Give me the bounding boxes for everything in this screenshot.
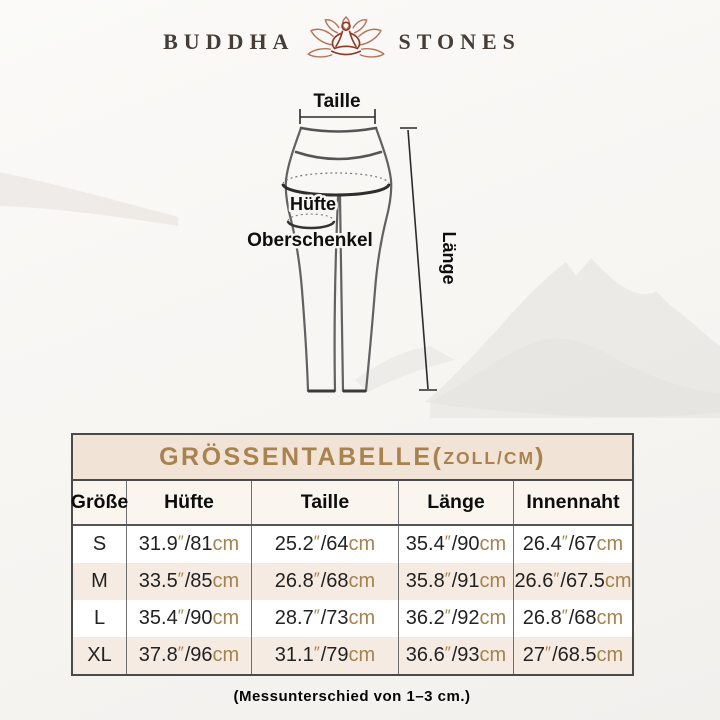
- hip-label: Hüfte: [290, 194, 336, 214]
- measurement-cell: 31.1 ″ /79 cm: [252, 637, 399, 674]
- brand-header: [0, 10, 720, 74]
- measurement-cell: 26.4 ″ /67 cm: [522, 531, 624, 555]
- table-title: GRÖSSENTABELLE ( ZOLL/CM ): [73, 435, 632, 481]
- table-header-row: [70, 481, 632, 526]
- length-measure-line: [400, 128, 437, 390]
- footnote: (Messunterschied von 1–3 cm.): [233, 688, 471, 705]
- col-header-size: Größe: [73, 481, 127, 524]
- measurement-cell: 33.5 ″ /85 cm: [127, 563, 252, 600]
- measurement-cell: 26.8 ″ /68 cm: [252, 563, 399, 600]
- measurement-diagram: [0, 85, 720, 415]
- leggings-outline: [286, 128, 392, 391]
- size-cell: M: [73, 563, 127, 600]
- measurement-cell: 26.6 ″ /67.5 cm: [514, 568, 632, 592]
- measurement-cell: 28.7 ″ /73 cm: [252, 600, 399, 637]
- measurement-cell: 35.8 ″ /91 cm: [399, 563, 514, 600]
- table-row-XL: [73, 637, 632, 674]
- brand-name-left: BUDDHA: [163, 29, 295, 54]
- thigh-ellipse: [288, 214, 334, 228]
- size-cell: S: [73, 526, 127, 563]
- brand-name-right: STONES: [398, 29, 521, 54]
- length-label: Länge: [439, 231, 459, 285]
- size-cell: XL: [73, 637, 127, 674]
- measurement-cell: 35.4 ″ /90 cm: [127, 600, 252, 637]
- size-table: [71, 433, 634, 676]
- table-body: [73, 526, 632, 674]
- col-header-inseam: Innennaht: [526, 491, 620, 513]
- hip-ellipse: [283, 173, 389, 195]
- measurement-cell: 36.2 ″ /92 cm: [399, 600, 514, 637]
- measurement-cell: 25.2 ″ /64 cm: [252, 526, 399, 563]
- table-title-text: GRÖSSENTABELLE: [159, 442, 433, 471]
- measurement-cell: 37.8 ″ /96 cm: [127, 637, 252, 674]
- thigh-label: Oberschenkel: [247, 230, 373, 251]
- table-row-M: [73, 563, 632, 600]
- measurement-cell: 35.4 ″ /90 cm: [399, 526, 514, 563]
- table-title-unit: ZOLL/CM: [443, 448, 536, 468]
- col-header-length: Länge: [399, 481, 514, 524]
- waist-label: Taille: [313, 91, 361, 112]
- measurement-cell: 27 ″ /68.5 cm: [522, 642, 624, 666]
- waistband: [296, 128, 381, 159]
- col-header-waist: Taille: [252, 481, 399, 524]
- table-row-L: [73, 600, 632, 637]
- measurement-cell: 31.9 ″ /81 cm: [127, 526, 252, 563]
- measurement-cell: 36.6 ″ /93 cm: [399, 637, 514, 674]
- lotus-icon: [306, 11, 386, 73]
- table-row-S: [73, 526, 632, 563]
- measurement-cell: 26.8 ″ /68 cm: [522, 605, 624, 629]
- col-header-hip: Hüfte: [127, 481, 252, 524]
- size-cell: L: [73, 600, 127, 637]
